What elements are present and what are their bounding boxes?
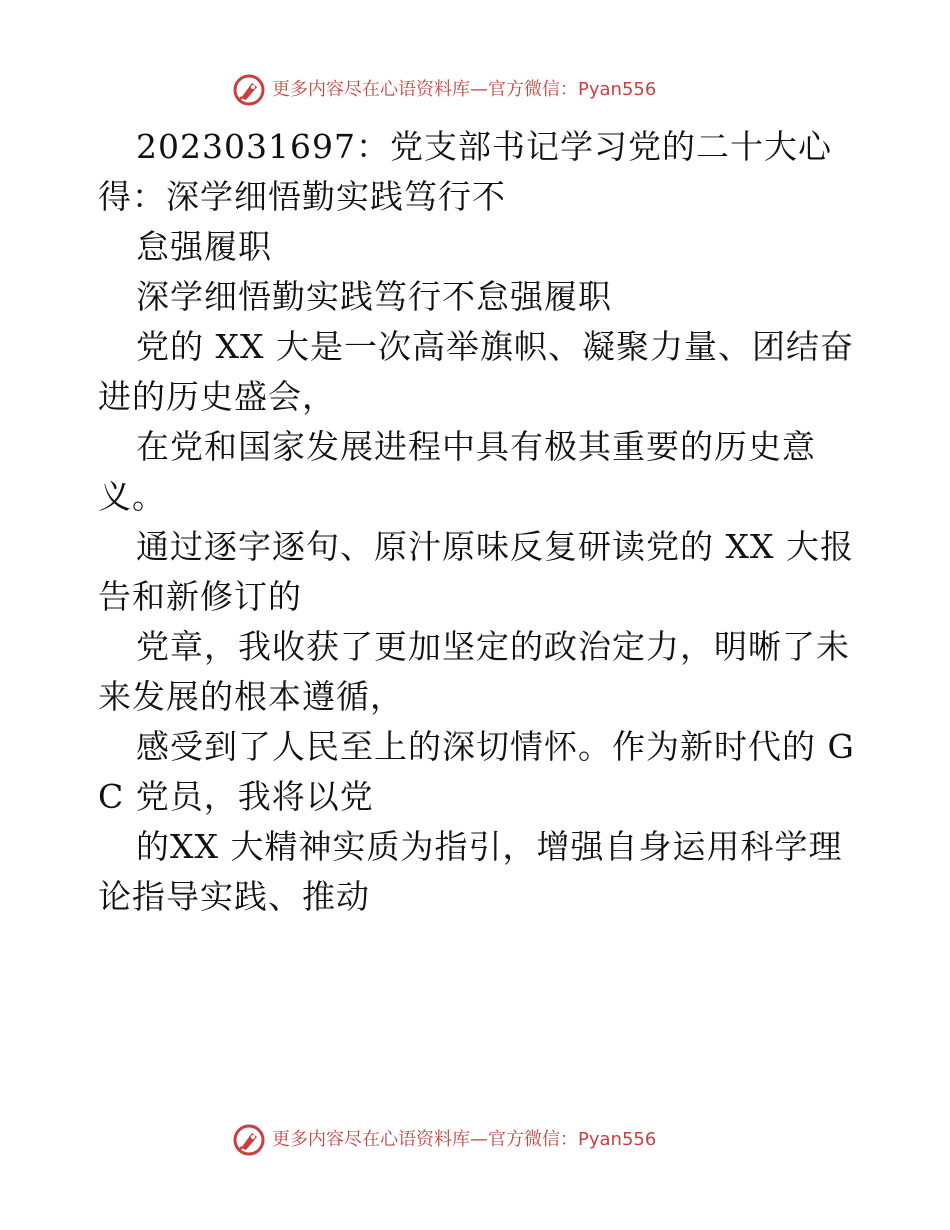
paragraph: 深学细悟勤实践笃行不怠强履职	[136, 277, 612, 316]
watermark-text: 更多内容尽在心语资料库—官方微信：Pyan556	[272, 1129, 657, 1150]
header-watermark	[232, 73, 656, 107]
paragraph: 2023031697：党支部书记学习党的二十大心得：深学细悟勤实践笃行不	[98, 127, 832, 216]
pen-nib-circle-icon	[232, 73, 266, 107]
paragraph: 通过逐字逐句、原汁原味反复研读党的 XX 大报告和新修订的	[98, 527, 854, 616]
paragraph: 党章，我收获了更加坚定的政治定力，明晰了未来发展的根本遵循，	[98, 627, 850, 716]
document-body	[98, 122, 858, 922]
paragraph: 感受到了人民至上的深切情怀。作为新时代的 GC 党员，我将以党	[98, 727, 855, 816]
paragraph: 怠强履职	[136, 227, 272, 266]
watermark-text: 更多内容尽在心语资料库—官方微信：Pyan556	[272, 79, 657, 100]
pen-nib-circle-icon	[232, 1123, 266, 1157]
paragraph: 的XX 大精神实质为指引，增强自身运用科学理论指导实践、推动	[98, 827, 843, 916]
paragraph: 在党和国家发展进程中具有极其重要的历史意义。	[98, 427, 816, 516]
paragraph: 党的 XX 大是一次高举旗帜、凝聚力量、团结奋进的历史盛会，	[98, 327, 854, 416]
footer-watermark	[232, 1123, 656, 1157]
